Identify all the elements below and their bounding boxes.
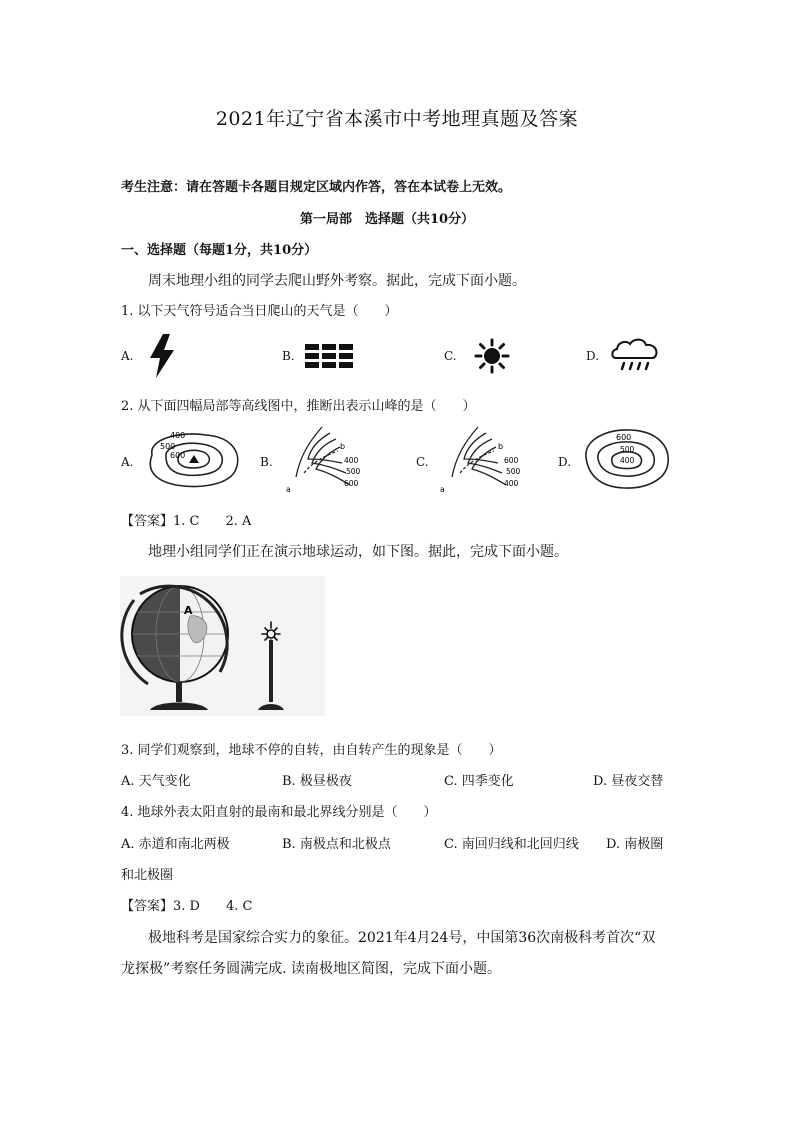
contour-label: 400 [344, 456, 359, 465]
q3-option-a: A. 天气变化 [121, 774, 191, 789]
question-2: 2. 从下面四幅局部等高线图中，推断出表示山峰的是（ ） [121, 399, 476, 414]
q4-option-d: D. 南极圈 [606, 837, 664, 852]
contour-label: 400 [170, 431, 186, 440]
contour-label: 600 [170, 451, 186, 460]
contour-map-b [282, 425, 374, 495]
contour-label: 500 [620, 445, 635, 454]
contour-map-c [438, 425, 530, 495]
q2-option-c-letter: C. [416, 455, 429, 469]
cloud-rain-icon [610, 336, 662, 376]
question-3: 3. 同学们观察到，地球不停的自转，由自转产生的现象是（ ） [121, 743, 502, 758]
q2-option-a-letter: A. [121, 455, 134, 469]
contour-map-a [140, 425, 244, 493]
contour-label: 600 [616, 433, 632, 442]
haze-icon [304, 343, 354, 369]
q1-option-d-letter: D. [586, 349, 600, 363]
q4-option-d-continued: 和北极圈 [121, 868, 174, 883]
contour-label: 500 [160, 442, 176, 451]
contour-label: 600 [504, 456, 519, 465]
contour-label: 400 [504, 479, 519, 488]
lightning-icon [146, 333, 178, 379]
q3-option-d: D. 昼夜交替 [593, 774, 664, 789]
q1-option-c-letter: C. [444, 349, 457, 363]
question-1: 1. 以下天气符号适合当日爬山的天气是（ ） [121, 304, 398, 319]
contour-label: 400 [620, 456, 635, 465]
sun-icon [474, 338, 510, 374]
q2-option-d-letter: D. [558, 455, 572, 469]
figure-point-label: A [184, 604, 193, 617]
contour-label: b [340, 442, 346, 451]
q4-option-c: C. 南回归线和北回归线 [444, 837, 579, 852]
q3-option-c: C. 四季变化 [444, 774, 514, 789]
exam-notice: 考生注意：请在答题卡各题目规定区域内作答，答在本试卷上无效。 [121, 180, 512, 195]
q4-option-b: B. 南极点和北极点 [282, 837, 391, 852]
contour-label: 500 [506, 467, 521, 476]
question-4: 4. 地球外表太阳直射的最南和最北界线分别是（ ） [121, 805, 437, 820]
contour-label: b [498, 442, 504, 451]
answer-block-2: 【答案】3. D 4. C [121, 899, 253, 914]
contour-label: 600 [344, 479, 359, 488]
q1-option-a-letter: A. [121, 349, 134, 363]
contour-label: a [440, 485, 445, 494]
intro-paragraph-1: 周末地理小组的同学去爬山野外考察。据此，完成下面小题。 [148, 273, 526, 289]
earth-motion-figure [120, 576, 325, 716]
intro-paragraph-3-line-1: 极地科考是国家综合实力的象征。2021年4月24号，中国第36次南极科考首次“双 [148, 930, 656, 946]
contour-map-d [580, 423, 674, 495]
q4-option-a: A. 赤道和南北两极 [121, 837, 230, 852]
q3-option-b: B. 极昼极夜 [282, 774, 352, 789]
section-heading: 一、选择题（每题1分，共10分） [121, 243, 318, 258]
part-heading: 第一局部 选择题（共10分） [300, 212, 475, 227]
q2-option-b-letter: B. [260, 455, 273, 469]
q1-option-b-letter: B. [282, 349, 295, 363]
intro-paragraph-2: 地理小组同学们正在演示地球运动，如下图。据此，完成下面小题。 [148, 544, 568, 560]
answer-block-1: 【答案】1. C 2. A [121, 514, 252, 529]
page-title: 2021年辽宁省本溪市中考地理真题及答案 [215, 108, 579, 130]
intro-paragraph-3-line-2: 龙探极”考察任务圆满完成. 读南极地区简图，完成下面小题。 [121, 961, 502, 977]
contour-label: 500 [346, 467, 361, 476]
contour-label: a [286, 485, 291, 494]
